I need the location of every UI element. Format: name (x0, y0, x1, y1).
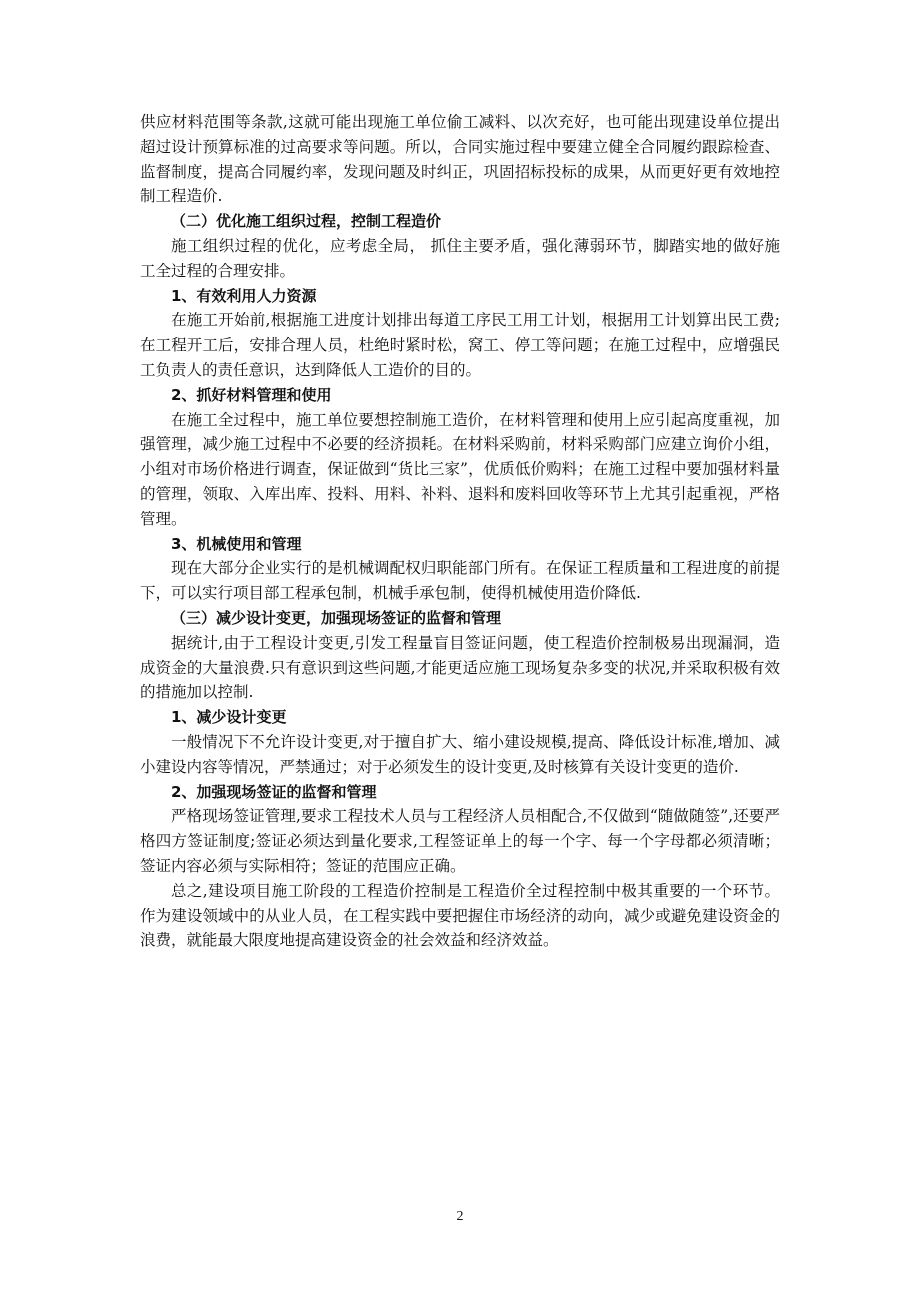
page-number: 2 (456, 1209, 464, 1224)
paragraph: 在施工全过程中，施工单位要想控制施工造价，在材料管理和使用上应引起高度重视，加强管理，减少施工过程中不必要的经济损耗。在材料采购前，材料采购部门应建立询价小组，小组对市场价格进行调查，保证做到“货比三家”，优质低价购料；在施工过程中要加强材料量的管理，领取、入库出库、投料、用料、补料、退料和废料回收等环节上尤其引起重视，严格管理。 (140, 410, 780, 528)
paragraph: 一般情况下不允许设计变更,对于擅自扩大、缩小建设规模,提高、降低设计标准,增加、减小建设内容等情况，严禁通过；对于必须发生的设计变更,及时核算有关设计变更的造价. (140, 732, 780, 776)
section-heading-2: （二）优化施工组织过程，控制工程造价 (171, 212, 442, 231)
paragraph-continuation: 供应材料范围等条款,这就可能出现施工单位偷工减料、以次充好，也可能出现建设单位提出超过设计预算标准的过高要求等问题。所以，合同实施过程中要建立健全合同履约跟踪检查、监督制度，提高合同履约率，发现问题及时纠正，巩固招标投标的成果，从而更好更有效地控制工程造价. (140, 113, 780, 206)
paragraph: 据统计,由于工程设计变更,引发工程量盲目签证问题，使工程造价控制极易出现漏洞，造成资金的大量浪费.只有意识到这些问题,才能更适应施工现场复杂多变的状况,并采取积极有效的措施加以控制. (140, 633, 780, 702)
section-heading-3: （三）减少设计变更，加强现场签证的监督和管理 (171, 608, 502, 627)
subsection-heading: 2、加强现场签证的监督和管理 (171, 782, 377, 801)
paragraph: 严格现场签证管理,要求工程技术人员与工程经济人员相配合,不仅做到“随做随签”,还要严格四方签证制度;签证必须达到量化要求,工程签证单上的每一个字、每一个字母都必须清晰；签证内容必须与实际相符；签证的范围应正确。 (140, 807, 780, 875)
subsection-heading: 1、有效利用人力资源 (171, 286, 317, 305)
paragraph-conclusion: 总之,建设项目施工阶段的工程造价控制是工程造价全过程控制中极其重要的一个环节。作为建设领域中的从业人员，在工程实践中要把握住市场经济的动向，减少或避免建设资金的浪费，就能最大限度地提高建设资金的社会效益和经济效益。 (140, 881, 780, 950)
paragraph: 现在大部分企业实行的是机械调配权归职能部门所有。在保证工程质量和工程进度的前提下，可以实行项目部工程承包制，机械手承包制，使得机械使用造价降低. (140, 559, 780, 603)
paragraph: 施工组织过程的优化，应考虑全局， 抓住主要矛盾，强化薄弱环节，脚踏实地的做好施工全过程的合理安排。 (140, 236, 780, 280)
subsection-heading: 3、机械使用和管理 (171, 534, 302, 553)
subsection-heading: 2、抓好材料管理和使用 (171, 385, 332, 404)
paragraph: 在施工开始前,根据施工进度计划排出每道工序民工用工计划，根据用工计划算出民工费;在工程开工后，安排合理人员，杜绝时紧时松，窝工、停工等问题；在施工过程中，应增强民工负责人的责任意识，达到降低人工造价的目的。 (140, 311, 780, 379)
subsection-heading: 1、减少设计变更 (171, 708, 287, 727)
document-body (140, 110, 780, 953)
